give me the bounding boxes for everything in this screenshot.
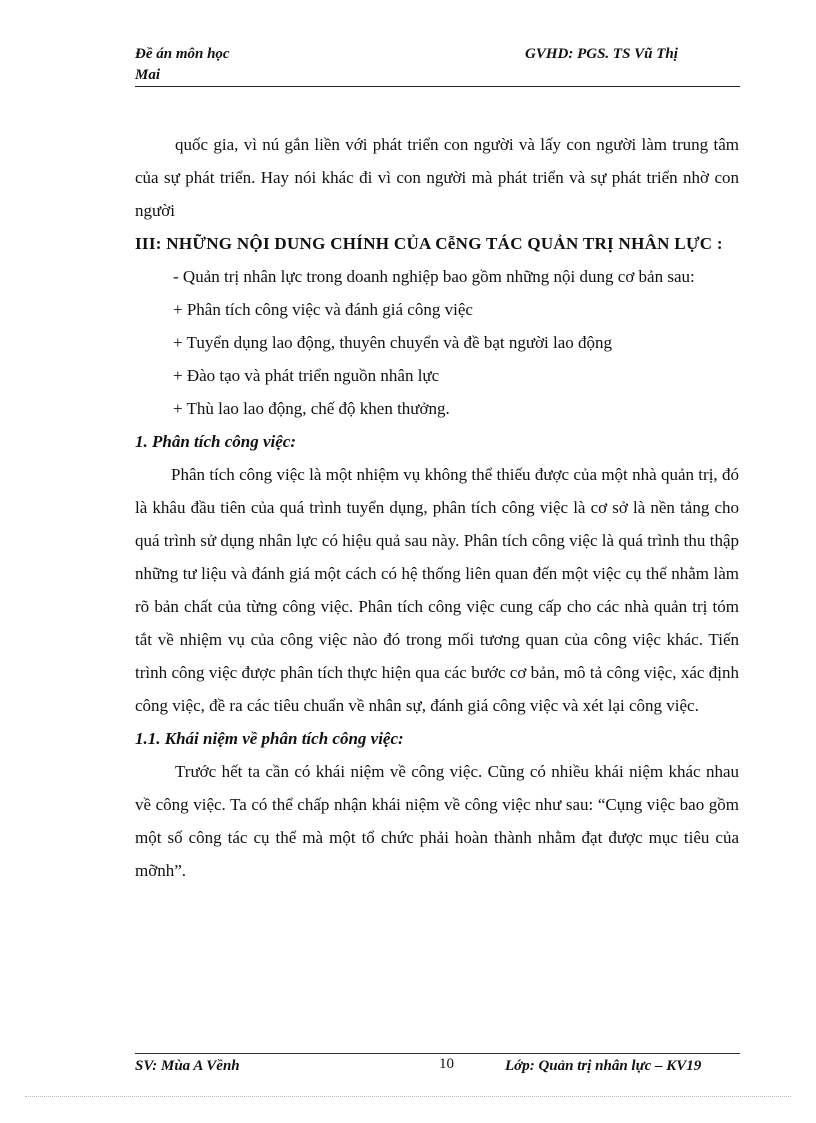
header-divider bbox=[135, 86, 740, 87]
header-course: Đề án môn học bbox=[135, 46, 230, 62]
page-body bbox=[135, 128, 739, 887]
heading-1: 1. Phân tích công việc: bbox=[135, 432, 297, 451]
footer-class: Lớp: Quản trị nhân lực – KV19 bbox=[505, 1058, 702, 1074]
footer-student: SV: Mùa A Vềnh bbox=[135, 1058, 240, 1074]
heading-1-1: 1.1. Khái niệm về phân tích công việc: bbox=[135, 729, 404, 748]
list-item: + Tuyển dụng lao động, thuyên chuyển và đề bạt người lao động bbox=[173, 333, 613, 352]
list-item: + Đào tạo và phát triển nguồn nhân lực bbox=[173, 366, 440, 385]
list-item: + Thù lao lao động, chế độ khen thưởng. bbox=[173, 399, 450, 418]
content-list bbox=[135, 260, 739, 425]
header-advisor: GVHD: PGS. TS Vũ Thị bbox=[525, 46, 678, 62]
header-advisor-continued: Mai bbox=[135, 67, 161, 83]
paragraph-1: Phân tích công việc là một nhiệm vụ không thể thiếu được của một nhà quản trị, đó là khâu đầu tiên của quá trình tuyển dụng, phân tích công việc là cơ sở là nền tảng cho quá trình sử dụng nhân lực có hiệu quả sau này. Phân tích công việc là quá trình thu thập những tư liệu và đánh giá một cách có hệ thống liên quan đến một việc cụ thể nhằm làm rõ bản chất của từng công việc. Phân tích công việc cung cấp cho các nhà quản trị tóm tắt về nhiệm vụ của công việc nào đó trong mối tương quan của công việc khác. Tiến trình công việc được phân tích thực hiện qua các bước cơ bản, mô tả công việc, xác định công việc, đề ra các tiêu chuẩn về nhân sự, đánh giá công việc và xét lại công việc. bbox=[135, 465, 739, 715]
page-number: 10 bbox=[439, 1056, 454, 1072]
heading-section-iii: III: NHỮNG NỘI DUNG CHÍNH CỦA CễNG TÁC QUẢN TRỊ NHÂN LỰC : bbox=[135, 234, 723, 253]
paragraph-1-1: Trước hết ta cần có khái niệm về công việc. Cũng có nhiều khái niệm khác nhau về công việc. Ta có thể chấp nhận khái niệm về công việc như sau: “Cụng việc bao gồm một số công tác cụ thể mà một tổ chức phải hoàn thành nhằm đạt được mục tiêu của mỡnh”. bbox=[135, 762, 739, 880]
paragraph-intro: quốc gia, vì nú gắn liền với phát triển con người và lấy con người làm trung tâm của sự phát triển. Hay nói khác đi vì con người mà phát triển và sự phát triển nhờ con người bbox=[135, 135, 739, 220]
page-bottom-border bbox=[25, 1096, 791, 1097]
footer-divider bbox=[135, 1053, 740, 1054]
list-item: + Phân tích công việc và đánh giá công việc bbox=[173, 300, 473, 319]
list-item: - Quản trị nhân lực trong doanh nghiệp bao gồm những nội dung cơ bản sau: bbox=[173, 267, 695, 286]
